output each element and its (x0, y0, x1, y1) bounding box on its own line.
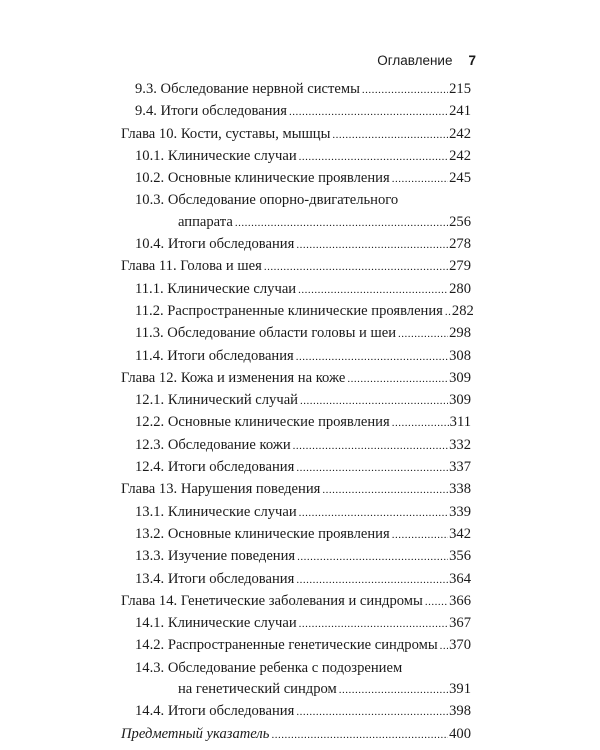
toc-entry-title: 12.2. Основные клинические проявления (135, 414, 390, 431)
toc-section-entry (121, 390, 471, 412)
toc-entry-title: 11.3. Обследование области головы и шеи (135, 325, 397, 342)
dot-leader (362, 79, 448, 101)
dot-leader (425, 591, 448, 613)
toc-entry-title: 12.1. Клинический случай (135, 392, 298, 409)
toc-page-number: 339 (449, 503, 471, 520)
toc-entry-title: 12.4. Итоги обследования (135, 459, 295, 476)
section-title: Оглавление (377, 53, 453, 68)
toc-chapter-entry (121, 256, 471, 278)
dot-leader (271, 724, 448, 746)
toc-page-number: 337 (449, 459, 471, 476)
toc-entry-title: Глава 10. Кости, суставы, мышцы (121, 125, 331, 142)
toc-section-entry (121, 323, 471, 345)
toc-entry-title: Предметный указатель (121, 725, 270, 742)
toc-page-number: 309 (449, 369, 471, 386)
toc-entry-title: 14.1. Клинические случаи (135, 615, 297, 632)
toc-entry-title: 11.1. Клинические случаи (135, 280, 297, 297)
toc-page-number: 279 (449, 258, 471, 275)
toc-entry-title: 13.3. Изучение поведения (135, 548, 296, 565)
table-of-contents (121, 79, 474, 746)
toc-page-number: 280 (449, 280, 471, 297)
toc-page-number: 342 (449, 525, 471, 542)
toc-entry-continuation (135, 212, 471, 234)
toc-section-entry (121, 457, 471, 479)
toc-page-number: 215 (449, 81, 471, 97)
toc-entry-title: Глава 11. Голова и шея (121, 258, 262, 275)
toc-entry-title: 11.2. Распространенные клинические проявления (135, 302, 443, 319)
dot-leader (332, 124, 448, 146)
dot-leader (398, 323, 448, 345)
toc-entry-title: 10.3. Обследование опорно-двигательного (135, 192, 399, 209)
toc-section-entry (121, 346, 471, 368)
toc-page-number: 367 (449, 615, 471, 632)
dot-leader (289, 101, 448, 123)
toc-page-number: 256 (449, 213, 471, 230)
dot-leader (297, 546, 448, 568)
dot-leader (347, 368, 448, 390)
toc-section-entry (121, 701, 471, 723)
toc-entry-title: 14.3. Обследование ребенка с подозрением (135, 659, 403, 676)
toc-section-entry (121, 412, 471, 434)
toc-entry-title: 13.2. Основные клинические проявления (135, 525, 390, 542)
toc-entry-title: 14.2. Распространенные генетические синдромы (135, 637, 438, 654)
dot-leader (339, 679, 448, 701)
dot-leader (445, 301, 451, 323)
dot-leader (298, 279, 448, 301)
page-number: 7 (468, 53, 476, 68)
toc-page-number: 241 (449, 103, 471, 120)
dot-leader (440, 635, 448, 657)
toc-page-number: 338 (449, 481, 471, 498)
toc-index-entry (121, 724, 471, 746)
toc-entry-title: Глава 12. Кожа и изменения на коже (121, 369, 346, 386)
toc-entry-title: 14.4. Итоги обследования (135, 703, 295, 720)
toc-entry-title: Глава 14. Генетические заболевания и синдромы (121, 592, 423, 609)
dot-leader (296, 346, 448, 368)
toc-section-entry (121, 524, 471, 546)
dot-leader (392, 168, 448, 190)
toc-entry-title: 12.3. Обследование кожи (135, 436, 291, 453)
toc-section-entry (121, 658, 471, 702)
toc-section-entry (121, 635, 471, 657)
toc-entry-title: 9.3. Обследование нервной системы (135, 81, 360, 97)
toc-entry-title: 10.4. Итоги обследования (135, 236, 295, 253)
dot-leader (299, 146, 448, 168)
toc-section-entry (121, 190, 471, 234)
toc-page-number: 298 (449, 325, 471, 342)
toc-section-entry (121, 101, 471, 123)
dot-leader (299, 613, 448, 635)
toc-section-entry (121, 546, 471, 568)
dot-leader (300, 390, 448, 412)
toc-page-number: 278 (449, 236, 471, 253)
dot-leader (392, 412, 449, 434)
toc-page-number: 370 (449, 637, 471, 654)
toc-page-number: 332 (449, 436, 471, 453)
dot-leader (264, 256, 448, 278)
toc-page-number: 242 (449, 125, 471, 142)
dot-leader (296, 569, 448, 591)
toc-chapter-entry (121, 479, 471, 501)
toc-page-number: 356 (449, 548, 471, 565)
dot-leader (296, 457, 448, 479)
dot-leader (296, 234, 448, 256)
toc-section-entry (121, 79, 471, 101)
toc-page-number: 311 (449, 414, 471, 431)
running-head (377, 53, 476, 68)
toc-section-entry (121, 613, 471, 635)
toc-section-entry (121, 502, 471, 524)
toc-section-entry (121, 279, 471, 301)
toc-entry-title: 10.2. Основные клинические проявления (135, 170, 390, 187)
toc-section-entry (121, 168, 471, 190)
dot-leader (293, 435, 448, 457)
toc-entry-title: Глава 13. Нарушения поведения (121, 481, 321, 498)
toc-section-entry (121, 301, 474, 323)
toc-entry-title: 10.1. Клинические случаи (135, 147, 297, 164)
toc-page-number: 309 (449, 392, 471, 409)
toc-entry-title: 9.4. Итоги обследования (135, 103, 288, 120)
toc-entry-title-cont: аппарата (178, 213, 233, 230)
toc-page-number: 245 (449, 170, 471, 187)
toc-section-entry (121, 146, 471, 168)
toc-section-entry (121, 435, 471, 457)
toc-page-number: 391 (449, 681, 471, 698)
toc-page-number: 282 (451, 302, 474, 319)
toc-entry-title-cont: на генетический синдром (178, 681, 337, 698)
toc-chapter-entry (121, 124, 471, 146)
toc-page-number: 400 (449, 725, 471, 742)
toc-section-entry (121, 234, 471, 256)
toc-entry-title: 13.4. Итоги обследования (135, 570, 295, 587)
toc-page-number: 398 (449, 703, 471, 720)
toc-page-number: 242 (449, 147, 471, 164)
dot-leader (296, 701, 448, 723)
dot-leader (299, 502, 448, 524)
toc-entry-continuation (135, 679, 471, 701)
toc-page-number: 366 (449, 592, 471, 609)
toc-chapter-entry (121, 368, 471, 390)
toc-section-entry (121, 569, 471, 591)
toc-entry-title: 11.4. Итоги обследования (135, 347, 294, 364)
toc-page-number: 308 (449, 347, 471, 364)
toc-page-number: 364 (449, 570, 471, 587)
dot-leader (235, 212, 448, 234)
dot-leader (322, 479, 448, 501)
toc-entry-title: 13.1. Клинические случаи (135, 503, 297, 520)
toc-chapter-entry (121, 591, 471, 613)
dot-leader (392, 524, 448, 546)
